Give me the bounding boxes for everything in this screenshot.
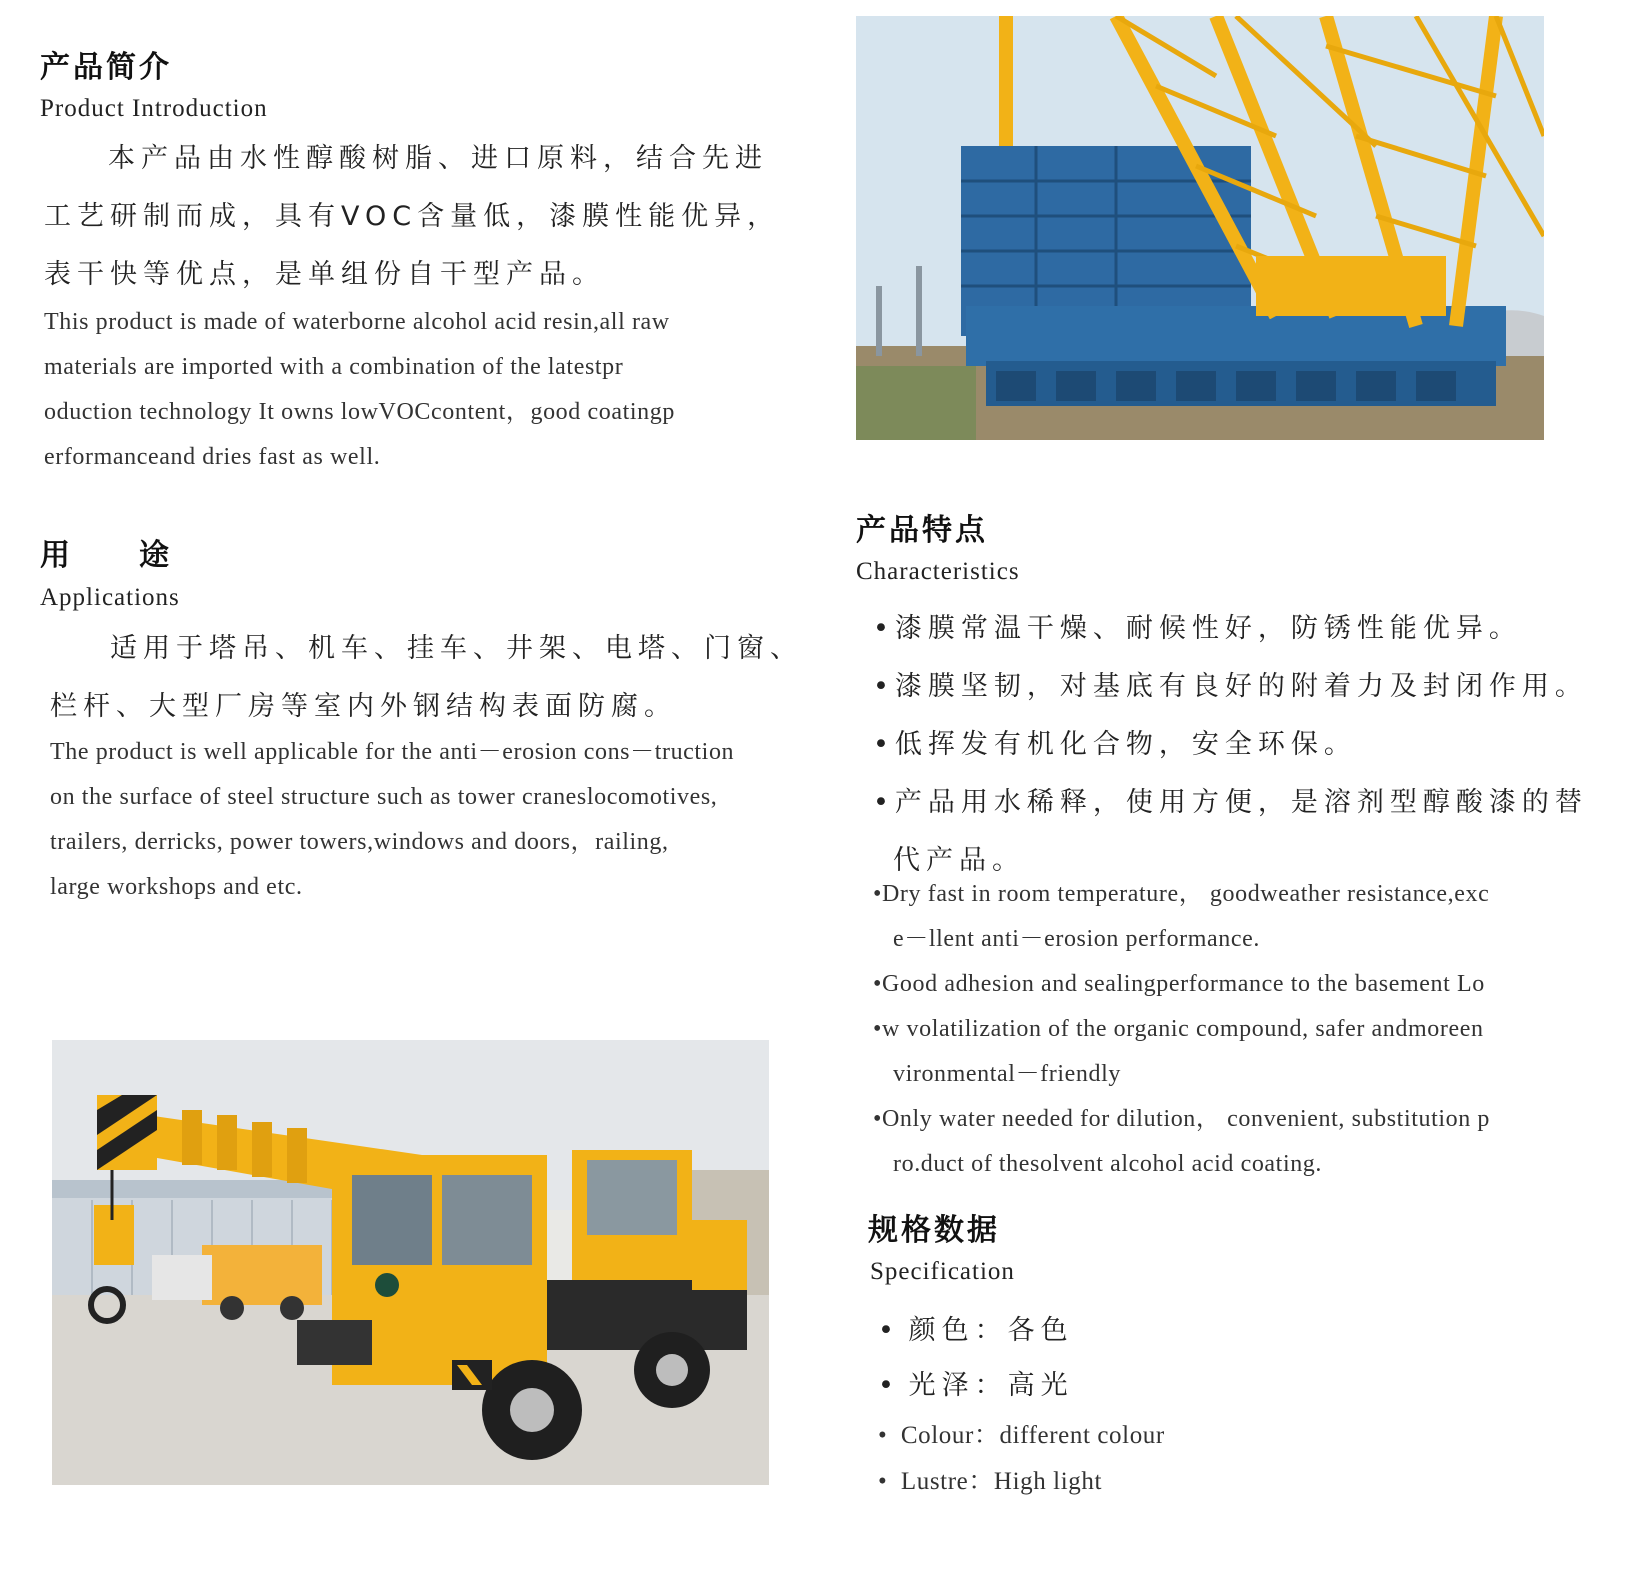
characteristics-en-item: ro.duct of thesolvent alcohol acid coating.	[893, 1151, 1323, 1177]
characteristics-en-item: e－llent anti－erosion performance.	[893, 926, 1261, 952]
characteristics-en-item: •Only water needed for dilution， convenient, substitution p	[873, 1106, 1491, 1132]
characteristics-cn-item: •漆膜坚韧，对基底有良好的附着力及封闭作用。	[873, 671, 1588, 702]
applications-en-line: trailers, derricks, power towers,windows and doors，railing,	[50, 829, 669, 855]
characteristics-en-item: vironmental－friendly	[893, 1061, 1121, 1087]
intro-en-line: oduction technology It owns lowVOCcontent，good coatingp	[44, 399, 675, 425]
specification-title-en: Specification	[870, 1258, 1015, 1285]
intro-title-en: Product Introduction	[40, 95, 268, 122]
characteristics-en-item: •Dry fast in room temperature， goodweather resistance,exc	[873, 881, 1490, 907]
applications-title-cn: 用 途	[40, 538, 172, 573]
intro-cn-line: 表干快等优点，是单组份自干型产品。	[44, 259, 605, 290]
applications-en-line: The product is well applicable for the anti－erosion cons－truction	[50, 739, 735, 765]
characteristics-en-item: •w volatilization of the organic compound, safer andmoreen	[873, 1016, 1484, 1042]
applications-cn-paragraph	[50, 620, 803, 736]
intro-en-line: This product is made of waterborne alcohol acid resin,all raw	[44, 309, 670, 335]
intro-cn-line: 工艺研制而成，具有VOC含量低，漆膜性能优异，	[44, 201, 781, 232]
applications-title-en: Applications	[40, 584, 180, 611]
characteristics-cn-item: 代产品。	[893, 845, 1025, 876]
spec-item-gloss-cn: • 光泽：高光	[878, 1358, 1165, 1413]
characteristics-en-list	[873, 872, 1490, 1187]
bullet-dot-icon: •	[878, 1468, 888, 1495]
characteristics-cn-item: •漆膜常温干燥、耐候性好，防锈性能优异。	[873, 613, 1522, 644]
applications-cn-line: 栏杆、大型厂房等室内外钢结构表面防腐。	[50, 691, 677, 722]
spec-item-lustre-en: • Lustre：High light	[878, 1459, 1165, 1505]
crawler-crane-photo	[856, 16, 1544, 440]
spec-item-colour-cn: • 颜色：各色	[878, 1303, 1165, 1358]
characteristics-en-item: •Good adhesion and sealingperformance to the basement Lo	[873, 971, 1485, 997]
intro-cn-paragraph	[44, 130, 780, 304]
bullet-dot-icon: •	[878, 1370, 900, 1401]
specification-list	[878, 1303, 1165, 1505]
characteristics-title-cn: 产品特点	[856, 513, 988, 548]
intro-cn-line: 本产品由水性醇酸树脂、进口原料，结合先进	[108, 143, 768, 174]
bullet-dot-icon: •	[878, 1422, 888, 1449]
applications-cn-line: 适用于塔吊、机车、挂车、井架、电塔、门窗、	[110, 633, 803, 664]
specification-title-cn: 规格数据	[868, 1213, 1000, 1248]
applications-en-paragraph	[50, 730, 734, 910]
truck-crane-photo	[52, 1040, 769, 1485]
applications-en-line: large workshops and etc.	[50, 874, 303, 900]
intro-title-cn: 产品简介	[40, 50, 172, 85]
intro-en-paragraph	[44, 300, 675, 480]
bullet-dot-icon: •	[878, 1315, 900, 1346]
characteristics-cn-item: •产品用水稀释，使用方便，是溶剂型醇酸漆的替	[873, 787, 1588, 818]
characteristics-cn-item: •低挥发有机化合物，安全环保。	[873, 729, 1357, 760]
characteristics-title-en: Characteristics	[856, 558, 1020, 585]
intro-en-line: erformanceand dries fast as well.	[44, 444, 381, 470]
applications-en-line: on the surface of steel structure such as tower craneslocomotives,	[50, 784, 718, 810]
spec-item-colour-en: • Colour：different colour	[878, 1413, 1165, 1459]
characteristics-cn-list	[873, 600, 1588, 890]
intro-en-line: materials are imported with a combination of the latestpr	[44, 354, 624, 380]
